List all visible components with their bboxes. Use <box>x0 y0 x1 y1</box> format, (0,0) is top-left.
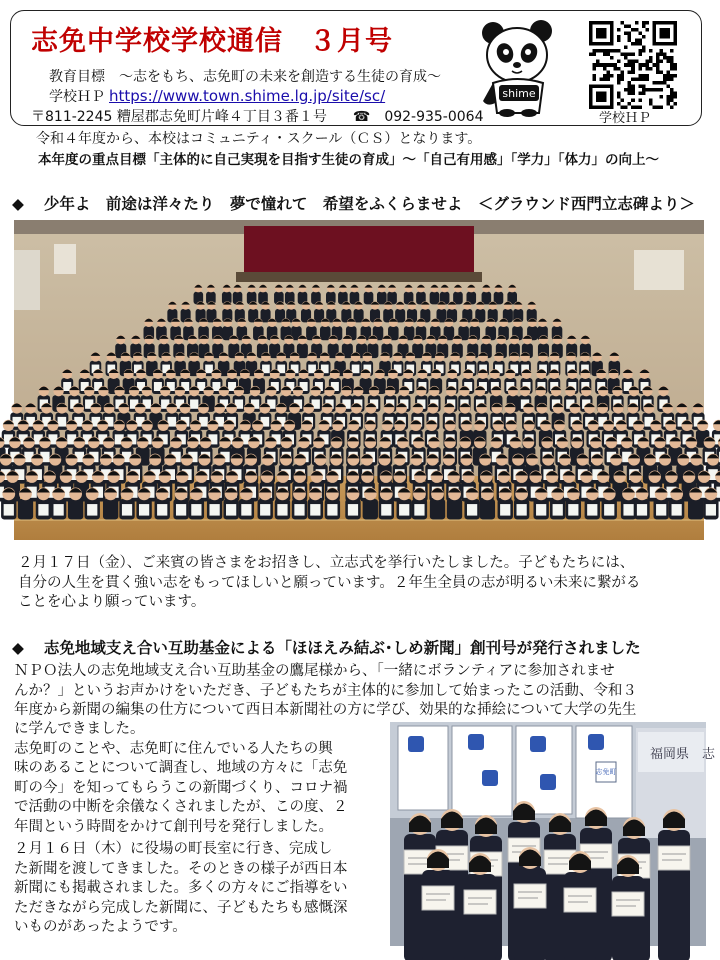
section-heading-text: 少年よ 前途は洋々たり 夢で憧れて 希望をふくらませよ ＜グラウンド西門立志碑より＞ <box>43 195 695 213</box>
paragraph-line: ことを心より願っています。 <box>18 594 206 610</box>
section-heading-text: 志免地域支え合い互助基金による「ほほえみ結ぶ･しめ新聞」創刊号が発行されました <box>43 639 641 657</box>
paragraph-line: 年度から新聞の編集の仕方について西日本新聞社の方に学び、効果的な挿絵について大学の先生 <box>14 702 637 718</box>
paragraph-line: 味のあることについて調査し、地域の方々に「志免 <box>14 760 348 776</box>
paragraph-line: ２月１６日（木）に役場の町長室に行き、完成し <box>14 841 333 857</box>
panda-mascot-icon <box>479 17 557 117</box>
paragraph-line: で活動の中断を余儀なくされましたが、この度、２ <box>14 799 348 815</box>
ceremony-paragraph <box>18 554 708 613</box>
homepage-label: 学校ＨＰ <box>49 89 105 105</box>
paragraph-line: んか？」というお声かけをいただき、子どもたちが主体的に参加して始まったこの活動、令和３ <box>14 682 637 699</box>
goal-text: ～志をもち、志免町の未来を創造する生徒の育成～ <box>119 69 441 85</box>
address-line <box>31 106 484 126</box>
educational-goal <box>49 66 441 86</box>
paragraph-line: ２月１７日（金）、ご来賓の皆さまをお招きし、立志式を挙行いたしました。子どもたちには、 <box>18 555 635 571</box>
paragraph-line: ＮＰＯ法人の志免地域支え合い互助基金の鷹尾様から、「一緒にボランティアに参加されませ <box>14 663 615 679</box>
newsletter-title <box>31 19 393 58</box>
paragraph-line: 自分の人生を貫く強い志をもってほしいと願っています。２年生全員の志が明るい未来に繋がる <box>18 574 641 591</box>
newspaper-paragraph-end <box>14 840 386 938</box>
newspaper-handover-photo <box>390 722 716 946</box>
school-address: 〒811-2245 糟屋郡志免町片峰４丁目３番１号 <box>31 109 327 125</box>
paragraph-line: た新聞を渡してきました。そのときの様子が西日本 <box>14 860 348 877</box>
telephone-icon: ☎ <box>352 109 371 125</box>
diamond-bullet-icon: ◆ <box>12 639 24 657</box>
mascot-badge-text: shime <box>502 87 536 100</box>
community-school-notice: 令和４年度から、本校はコミュニティ・スクール（ＣＳ）となります。 <box>36 131 482 147</box>
goal-label: 教育目標 <box>49 69 105 85</box>
paragraph-line: に学んできました。 <box>14 721 145 737</box>
paragraph-line: 町の今」を知ってもらうこの新聞づくり、コロナ禍 <box>14 779 348 796</box>
paragraph-line: 新聞にも掲載されました。多くの方々にご指導をい <box>14 880 348 896</box>
diamond-bullet-icon: ◆ <box>12 195 24 213</box>
paragraph-line: 志免町のことや、志免町に住んでいる人たちの興 <box>14 740 333 757</box>
school-bulletin-title: 志免中学校学校通信 <box>31 26 283 57</box>
section-heading-ceremony <box>12 192 695 214</box>
group-photo-ceremony <box>14 220 704 540</box>
issue-month: ３月号 <box>309 26 393 57</box>
newspaper-paragraph-body <box>14 720 386 837</box>
paragraph-line: 年間という時間をかけて創刊号を発行しました。 <box>14 818 333 835</box>
newspaper-paragraph-intro <box>14 662 708 721</box>
homepage-line <box>49 86 385 106</box>
section-heading-newspaper <box>12 636 641 658</box>
priority-goal: 本年度の重点目標「主体的に自己実現を目指す生徒の育成」～「自己有用感」「学力」「体力」の向上～ <box>38 152 659 168</box>
paragraph-line: ただきながら完成した新聞に、子どもたちも感慨深 <box>14 899 348 916</box>
office-sign-text: 福岡県 志 <box>650 747 716 762</box>
newsletter-header <box>10 10 702 126</box>
banner-text: 志免町 <box>595 768 617 776</box>
homepage-link[interactable]: https://www.town.shime.lg.jp/site/sc/ <box>109 87 386 105</box>
telephone-number: 092-935-0064 <box>384 109 484 125</box>
qr-label: 学校ＨＰ <box>599 111 652 126</box>
qr-code-icon[interactable] <box>589 21 677 109</box>
paragraph-line: いものがあったようです。 <box>14 919 187 935</box>
